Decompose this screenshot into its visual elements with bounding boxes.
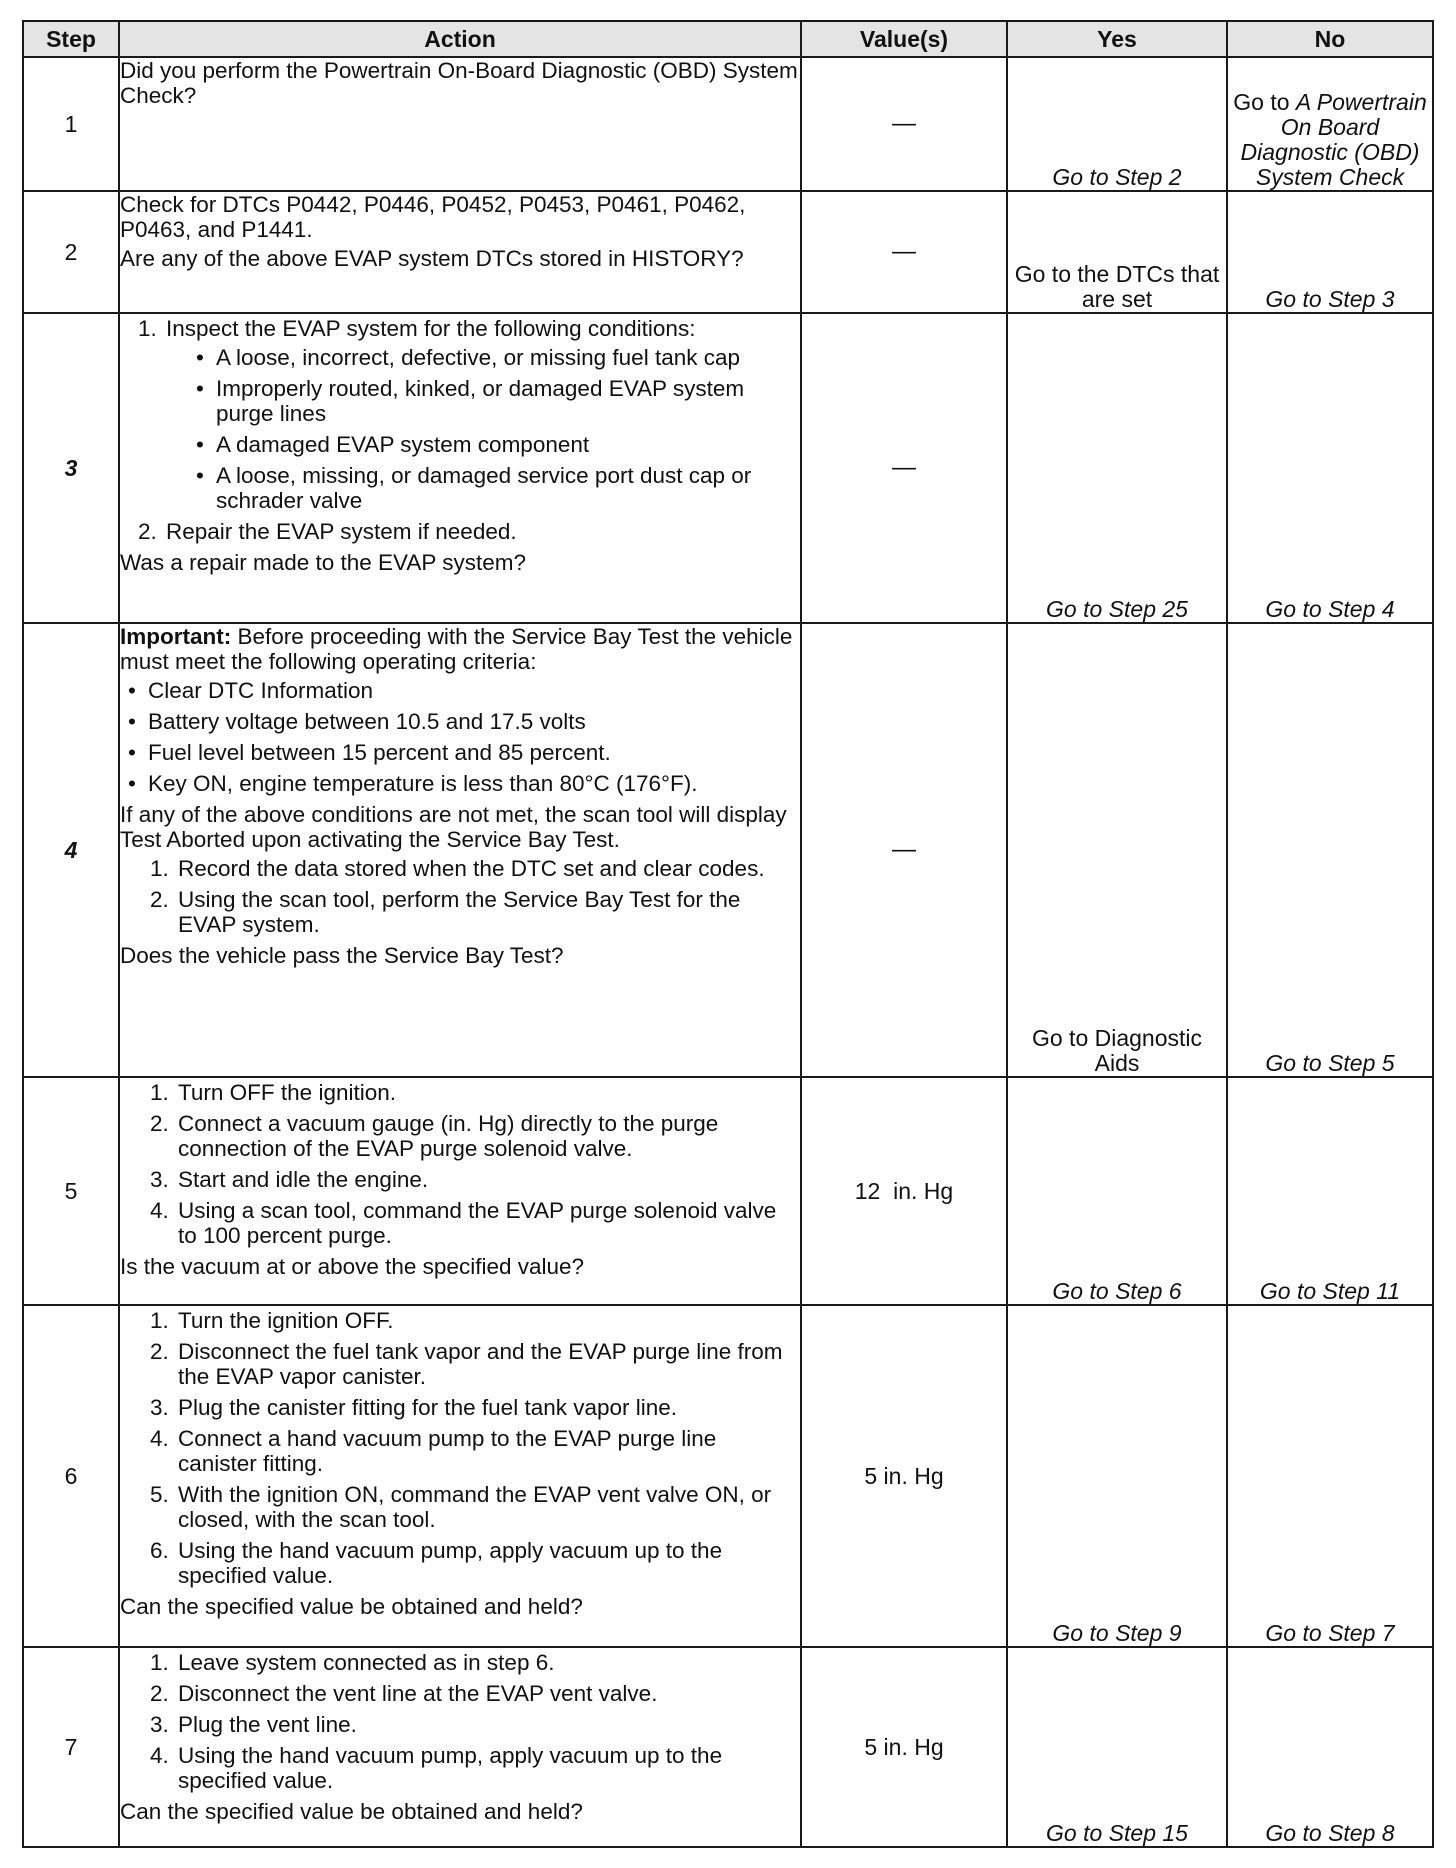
no-cell: Go to Step 7 bbox=[1227, 1305, 1433, 1647]
yes-cell: Go to Step 15 bbox=[1007, 1647, 1227, 1847]
list-item: 1. Record the data stored when the DTC set and clear codes. bbox=[150, 856, 765, 881]
step-number: 3 bbox=[23, 313, 119, 623]
value-cell: — bbox=[801, 57, 1007, 191]
table-row-step-1 bbox=[23, 57, 1433, 191]
no-cell: Go to Step 4 bbox=[1227, 313, 1433, 623]
list-item: 2. Repair the EVAP system if needed. bbox=[138, 519, 517, 544]
action-cell bbox=[119, 313, 801, 623]
list-item: 2. Using the scan tool, perform the Service Bay Test for the EVAP system. bbox=[150, 887, 741, 937]
table-row-step-2 bbox=[23, 191, 1433, 313]
list-item: • Improperly routed, kinked, or damaged EVAP system purge lines bbox=[194, 376, 800, 426]
value-cell: — bbox=[801, 623, 1007, 1077]
action-text: If any of the above conditions are not met, the scan tool will display Test Aborted upon activating the Service Bay Test. bbox=[120, 802, 787, 852]
no-cell: Go to Step 11 bbox=[1227, 1077, 1433, 1305]
list-item: 3. Plug the canister fitting for the fuel tank vapor line. bbox=[150, 1395, 678, 1420]
value-cell: 5 in. Hg bbox=[801, 1647, 1007, 1847]
step-number: 1 bbox=[23, 57, 119, 191]
header-no: No bbox=[1227, 21, 1433, 57]
step-number: 5 bbox=[23, 1077, 119, 1305]
header-step: Step bbox=[23, 21, 119, 57]
list-item: 2. Disconnect the vent line at the EVAP vent valve. bbox=[150, 1681, 658, 1706]
list-item: • Battery voltage between 10.5 and 17.5 volts bbox=[126, 709, 800, 734]
list-item: 3. Start and idle the engine. bbox=[150, 1167, 429, 1192]
diagnostic-table bbox=[22, 20, 1434, 1848]
yes-cell: Go to Step 2 bbox=[1007, 57, 1227, 191]
yes-cell: Go to Step 9 bbox=[1007, 1305, 1227, 1647]
list-item: 3. Plug the vent line. bbox=[150, 1712, 357, 1737]
list-item: 2. Disconnect the fuel tank vapor and the EVAP purge line from the EVAP vapor canister. bbox=[150, 1339, 783, 1389]
no-cell: Go to Step 5 bbox=[1227, 623, 1433, 1077]
value-cell: 12 in. Hg bbox=[801, 1077, 1007, 1305]
value-cell: 5 in. Hg bbox=[801, 1305, 1007, 1647]
yes-cell: Go to Diagnostic Aids bbox=[1007, 623, 1227, 1077]
no-cell: Go to A Powertrain On Board Diagnostic (OBD) System Check bbox=[1227, 57, 1433, 191]
list-item: • A damaged EVAP system component bbox=[194, 432, 800, 457]
action-question: Does the vehicle pass the Service Bay Test? bbox=[120, 943, 564, 968]
list-item: 2. Connect a vacuum gauge (in. Hg) directly to the purge connection of the EVAP purge solenoid valve. bbox=[150, 1111, 719, 1161]
table-row-step-3 bbox=[23, 313, 1433, 623]
action-question: Are any of the above EVAP system DTCs stored in HISTORY? bbox=[120, 246, 744, 271]
list-item: 4. Connect a hand vacuum pump to the EVAP purge line canister fitting. bbox=[150, 1426, 717, 1476]
action-cell bbox=[119, 1647, 801, 1847]
action-question: Is the vacuum at or above the specified value? bbox=[120, 1254, 585, 1279]
yes-cell: Go to Step 6 bbox=[1007, 1077, 1227, 1305]
value-cell: — bbox=[801, 191, 1007, 313]
header-values: Value(s) bbox=[801, 21, 1007, 57]
list-item: • Key ON, engine temperature is less than 80°C (176°F). bbox=[126, 771, 800, 796]
step-number: 7 bbox=[23, 1647, 119, 1847]
list-item: 1. Inspect the EVAP system for the following conditions: • A loose, incorrect, defective, or missing fuel tank cap • Improperly routed, kinked, or damaged EVAP system purge lines • A damaged EVAP system component • A loose, missing, or damaged service port dust cap or schrader valve bbox=[138, 316, 800, 513]
no-cell: Go to Step 3 bbox=[1227, 191, 1433, 313]
table-row-step-7 bbox=[23, 1647, 1433, 1847]
action-cell bbox=[119, 191, 801, 313]
header-yes: Yes bbox=[1007, 21, 1227, 57]
action-question: Did you perform the Powertrain On-Board Diagnostic (OBD) System Check? bbox=[120, 58, 798, 108]
list-item: 1. Turn the ignition OFF. bbox=[150, 1308, 394, 1333]
value-cell: — bbox=[801, 313, 1007, 623]
action-cell bbox=[119, 623, 801, 1077]
list-item: 4. Using a scan tool, command the EVAP purge solenoid valve to 100 percent purge. bbox=[150, 1198, 777, 1248]
table-row-step-5 bbox=[23, 1077, 1433, 1305]
step-number: 2 bbox=[23, 191, 119, 313]
list-item: 1. Turn OFF the ignition. bbox=[150, 1080, 397, 1105]
list-item: • Fuel level between 15 percent and 85 percent. bbox=[126, 740, 800, 765]
action-question: Can the specified value be obtained and held? bbox=[120, 1594, 583, 1619]
table-row-step-6 bbox=[23, 1305, 1433, 1647]
list-item: 6. Using the hand vacuum pump, apply vacuum up to the specified value. bbox=[150, 1538, 723, 1588]
list-item: • Clear DTC Information bbox=[126, 678, 800, 703]
list-item: 1. Leave system connected as in step 6. bbox=[150, 1650, 555, 1675]
step-number: 6 bbox=[23, 1305, 119, 1647]
no-cell: Go to Step 8 bbox=[1227, 1647, 1433, 1847]
important-note: Important: Before proceeding with the Service Bay Test the vehicle must meet the following operating criteria: bbox=[120, 624, 793, 674]
action-cell bbox=[119, 1077, 801, 1305]
table-row-step-4 bbox=[23, 623, 1433, 1077]
no-link: A Powertrain On Board Diagnostic (OBD) System Check bbox=[1240, 89, 1427, 190]
action-text: Check for DTCs P0442, P0446, P0452, P0453, P0461, P0462, P0463, and P1441. bbox=[120, 192, 746, 242]
action-cell bbox=[119, 57, 801, 191]
header-action: Action bbox=[119, 21, 801, 57]
header-row bbox=[23, 21, 1433, 57]
list-item: • A loose, missing, or damaged service port dust cap or schrader valve bbox=[194, 463, 800, 513]
list-item: 4. Using the hand vacuum pump, apply vacuum up to the specified value. bbox=[150, 1743, 723, 1793]
yes-cell: Go to Step 25 bbox=[1007, 313, 1227, 623]
step-number: 4 bbox=[23, 623, 119, 1077]
action-question: Was a repair made to the EVAP system? bbox=[120, 550, 527, 575]
yes-cell: Go to the DTCs that are set bbox=[1007, 191, 1227, 313]
action-question: Can the specified value be obtained and held? bbox=[120, 1799, 583, 1824]
action-cell bbox=[119, 1305, 801, 1647]
list-item: • A loose, incorrect, defective, or missing fuel tank cap bbox=[194, 345, 800, 370]
list-item: 5. With the ignition ON, command the EVAP vent valve ON, or closed, with the scan tool. bbox=[150, 1482, 772, 1532]
